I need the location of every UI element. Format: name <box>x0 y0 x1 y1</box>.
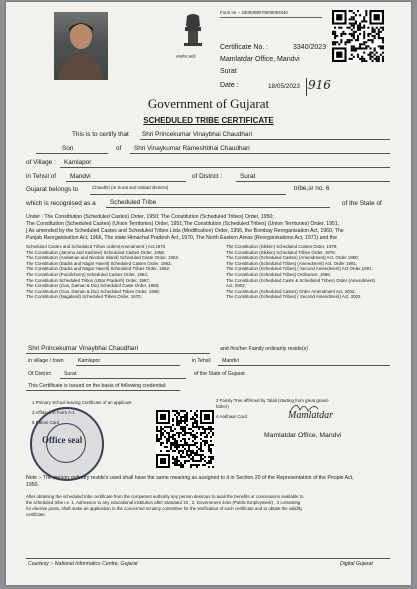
signature-mark: Mamlatdar <box>288 410 333 421</box>
order-item: The Constitution (Dadra and Nagar Haveli) Scheduled Tribes Order, 1962; <box>26 266 170 272</box>
village-value: Kamlapor <box>64 159 92 166</box>
resident-name: Shri Princekumar Vinaybhai Chaudhari <box>28 345 139 352</box>
family-suffix: and /his/her Family ordinarily reside(s) <box>220 346 308 352</box>
tribe-name: Chaudhri (In Surat and Valsad districts) <box>92 185 169 190</box>
order-item: The Constitution (Goa, Daman & Diu) Scheduled Tribes Order, 1968; <box>26 288 160 294</box>
certify-prefix: This is to certify that <box>72 131 129 138</box>
of-word: of <box>116 145 122 152</box>
district-value: Surat <box>240 173 256 180</box>
issuing-office: Mamlatdar Office, Mandvi <box>220 56 300 63</box>
certificate-page <box>6 2 411 585</box>
village-label: of Village : <box>26 159 56 166</box>
certificate-title: SCHEDULED TRIBE CERTIFICATE <box>143 116 274 125</box>
order-item: The Constitution (Scheduled Castes) Order Amendment Act, 2002; <box>226 288 356 294</box>
order-item: The Constitution (Scheduled Tribes) ( Second Amendment) Act, 2002. <box>226 294 362 300</box>
recognised-label: which is recognised as a <box>26 200 96 207</box>
note-line-1: Note :- The person ordinary reside's used shall have the same meaning as assigned to it in Section 20 of the Representation of the People Act, <box>26 475 354 481</box>
top-qr-code <box>332 10 384 62</box>
note-para-3: for elective posts, shall make an application to the concerned scrutiny committee for the verification of such certificate and to obtain the validity <box>26 506 303 511</box>
father-name: Shri Vinaykumar Rameshbhai Chaudhari <box>134 145 250 152</box>
belongs-label: Gujarat belongs to <box>26 186 79 193</box>
tehsil-value: Mandvi <box>70 173 91 180</box>
order-item: The Constitution (Scheduled Caste & Scheduled Tribes) Order (Amendment) <box>226 277 376 283</box>
signature-scribble-icon <box>288 400 328 414</box>
order-item: The Constitution (Sikkim) Scheduled Castes Order, 1978; <box>226 244 338 249</box>
credential-item: 2 Family Tree affirmed by Talati (starting from great grand- <box>216 398 330 403</box>
form-number: Form no :- 3300009070009093340 <box>220 10 288 15</box>
footer-digital: Digital Gujarat <box>340 561 373 567</box>
res-tehsil-label: in Tehsil <box>192 358 211 364</box>
credential-item: father) <box>216 404 229 409</box>
state-emblem-icon <box>178 12 208 52</box>
issue-date: 18/05/2023 <box>268 83 300 90</box>
orders-right <box>226 244 375 300</box>
res-tehsil-value: Mandvi <box>222 358 239 364</box>
res-village-label: in village / town <box>28 358 64 364</box>
verification-qr-code <box>156 410 214 468</box>
order-item: Act, 2002; <box>226 283 246 289</box>
credential-intro: This Certificate is issued on the basis of following credential: <box>28 383 167 389</box>
state-of-suffix: of the State of <box>342 200 382 207</box>
order-item: The Constitution (Dadra and Nagar Haveli) Scheduled Castes Order, 1962; <box>26 260 172 266</box>
order-item: The Constitution (Jammu and Kashmir) Scheduled Castes Order, 1956; <box>26 249 165 255</box>
district-label: of District : <box>192 173 223 180</box>
signature-office: Mamlatdar Office, Mandvi <box>264 432 342 439</box>
order-item: The Constitution (Pondicherry) Scheduled Castes Order, 1964; <box>26 271 149 277</box>
footer-courtesy: Courtesy :- National Informatics Centre, Gujarat <box>28 561 138 567</box>
emblem-caption: सत्यमेव जयते <box>176 54 196 59</box>
applicant-photo <box>54 12 108 80</box>
res-district-label: Of District <box>28 371 51 377</box>
credential-item: 4 Aadhaar Card <box>216 414 247 419</box>
order-item: The Constitution (Goa, Daman & Diu) Scheduled Caste Order, 1968; <box>26 283 160 289</box>
order-item: The Constitution (Scheduled Tribes) ( Second Amendment) Act Order,1991; <box>226 266 373 272</box>
order-item: The Constitution (Scheduled Tribes) Ordinance, 1996; <box>226 271 331 277</box>
credential-item: 1 Primary School leaving Certificate of an applicant <box>32 400 132 405</box>
relation: Son <box>62 145 74 152</box>
res-state-suffix: of the State of Gujarat <box>194 371 245 377</box>
issuing-city: Surat <box>220 68 237 75</box>
order-item: The Constitution (Nagaland) Scheduled Tribes Order, 1970; <box>26 294 142 300</box>
credential-item: 5 Ration Card <box>32 420 60 425</box>
order-item: The Constitution (Scheduled Castes) (Amendment) Act, Order 1990; <box>226 255 359 261</box>
seal-text: Office seal <box>42 435 83 445</box>
credential-item: 3 Affidavit in Form A-1 <box>32 410 75 415</box>
recognised-value: Scheduled Tribe <box>110 199 157 206</box>
res-village-value: Kamlapor <box>78 358 101 364</box>
note-para-4: certificate. <box>26 512 47 517</box>
order-item: The Constitution (Andaman and Nicobar Island) Scheduled Caste Order, 1962; <box>26 255 180 261</box>
under-line-3: [ As amended by the Scheduled Castes and Scheduled Tribes Lists (Modification) Order, 1956, the Bombay Reorganisation Act, 1960, The <box>26 228 344 234</box>
tehsil-label: in Tehsil of <box>26 173 57 180</box>
cert-no-value: 3340/2023 <box>293 44 327 51</box>
order-item: The Constitution (Scheduled Tribes) (Amendment) Act, Order 1991; <box>226 260 358 266</box>
note-line-2: 1950. <box>26 482 39 488</box>
note-para-1: After obtaining the scheduled tribe certificate from the competent authority any person desirous to avail the benefits or concessions available to <box>26 494 304 499</box>
note-para-2: the scheduled tribe i.e. 1. Admission to any educational institution after Standard 10 , 2. Government Jobs (Public Employment) , 3 contesting <box>26 500 301 505</box>
order-item: Scheduled Castes and Scheduled Tribes orders(Amendment ) Act,1976 <box>26 244 166 249</box>
under-line-2: The Constitution (Scheduled Castes) (Union Territories) Order, 1951;The Constitution (Scheduled Tribes) (Union Territories) Order, 1951, <box>26 221 340 227</box>
order-item: The Constitution (Sikkim) Scheduled Tribes Order, 1978; <box>226 249 336 255</box>
government-title: Government of Gujarat <box>147 96 270 111</box>
date-label: Date : <box>220 82 239 89</box>
applicant-name: Shri Princekumar Vinaybhai Chaudhari <box>142 131 253 138</box>
under-line-1: Under : The Constitution (Scheduled Castes) Order, 1950; The Constitution (Scheduled Tribes) Order, 1950; <box>26 214 274 220</box>
tribe-serial: tribe,sr no. 6 <box>294 185 330 192</box>
handwritten-number: 916 <box>308 78 331 92</box>
orders-left <box>26 244 179 300</box>
res-district-value: Surat <box>64 371 77 377</box>
office-seal-icon <box>30 407 104 481</box>
cert-no-label: Certificate No. : <box>220 44 269 51</box>
order-item: The Constitution Scheduled Tribes (Uttar Pradesh) Order, 1967; <box>26 277 150 283</box>
under-line-4: Punjab Reorganisation Act, 1966, The state Himachal Pradesh Act, 1970, The North Eastern Areas (Reorganisations Act, 1971) and the <box>26 235 337 241</box>
